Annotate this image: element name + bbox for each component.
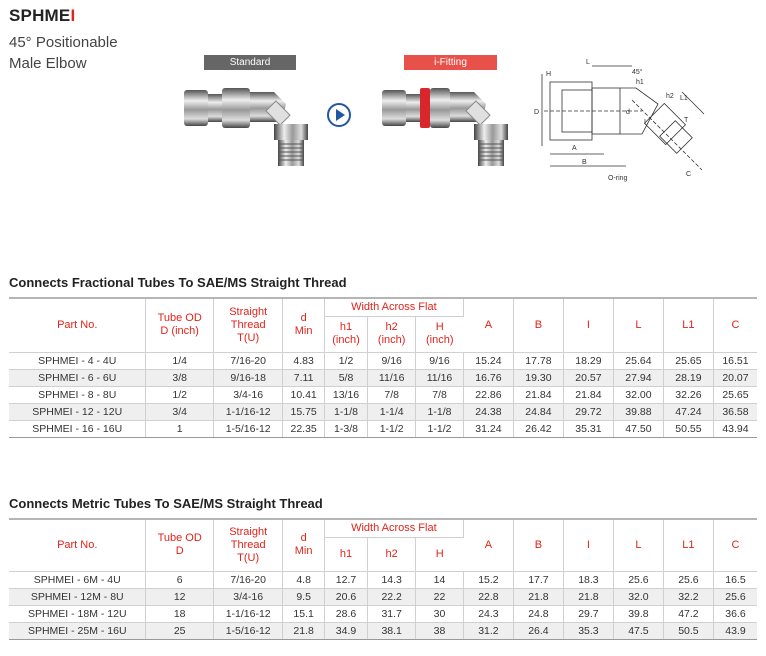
table1-title: Connects Fractional Tubes To SAE/MS Straight Thread: [9, 275, 347, 290]
table-cell: 28.6: [324, 605, 367, 622]
dim-L1: L1: [680, 95, 688, 102]
table-cell: 1-1/2: [368, 420, 416, 437]
table-cell: 9/16-18: [213, 369, 283, 386]
table-cell: 20.6: [324, 588, 367, 605]
table-cell: SPHMEI - 6 - 6U: [9, 369, 146, 386]
table-cell: 15.2: [463, 571, 513, 588]
hdr-B: B: [513, 519, 563, 571]
table-cell: 17.78: [513, 352, 563, 369]
dim-C: C: [686, 171, 692, 178]
table-cell: 36.6: [713, 605, 757, 622]
table-cell: SPHMEI - 25M - 16U: [9, 622, 146, 639]
table-cell: 4.83: [283, 352, 324, 369]
dim-H: H: [546, 71, 552, 78]
table-row: [9, 386, 757, 403]
dim-A: A: [572, 145, 577, 152]
dim-oring: O-ring: [608, 175, 628, 182]
table-cell: 22.2: [368, 588, 416, 605]
table-cell: 16.76: [463, 369, 513, 386]
dim-B: B: [582, 159, 587, 166]
table-cell: 50.55: [663, 420, 713, 437]
table-cell: 43.9: [713, 622, 757, 639]
table-cell: SPHMEI - 12M - 8U: [9, 588, 146, 605]
table-cell: 21.84: [513, 386, 563, 403]
table-cell: 38.1: [368, 622, 416, 639]
table-cell: 47.50: [613, 420, 663, 437]
table-cell: 1-5/16-12: [213, 420, 283, 437]
table-cell: 18: [146, 605, 213, 622]
hdr-tube-od: Tube OD D (inch): [146, 298, 213, 352]
hdr-part-no: Part No.: [9, 519, 146, 571]
table-cell: 29.72: [563, 403, 613, 420]
table-cell: 3/4-16: [213, 588, 283, 605]
table-cell: 1-1/8: [324, 403, 367, 420]
table-row: [9, 605, 757, 622]
metric-table: [9, 518, 757, 640]
table-cell: 39.8: [613, 605, 663, 622]
table-cell: 18.3: [563, 571, 613, 588]
table-cell: 32.0: [613, 588, 663, 605]
hdr-h2: h2 (inch): [368, 316, 416, 352]
table-cell: SPHMEI - 8 - 8U: [9, 386, 146, 403]
table-cell: SPHMEI - 18M - 12U: [9, 605, 146, 622]
table-cell: 30: [416, 605, 464, 622]
hdr-thread: Straight Thread T(U): [213, 519, 283, 571]
table-cell: 1-1/2: [416, 420, 464, 437]
table-cell: 47.24: [663, 403, 713, 420]
hdr-L: L: [613, 519, 663, 571]
table-cell: 25.64: [613, 352, 663, 369]
table-cell: 1: [146, 420, 213, 437]
table-cell: 7/16-20: [213, 352, 283, 369]
table-cell: 21.8: [283, 622, 324, 639]
table-cell: 25.6: [713, 588, 757, 605]
subtitle-line-2: Male Elbow: [9, 55, 87, 72]
table-cell: 28.19: [663, 369, 713, 386]
table-cell: 25.6: [613, 571, 663, 588]
table-cell: 25.65: [663, 352, 713, 369]
product-subtitle: [9, 32, 118, 74]
table-cell: 15.75: [283, 403, 324, 420]
table-cell: 50.5: [663, 622, 713, 639]
hdr-A: A: [463, 298, 513, 352]
table-cell: 39.88: [613, 403, 663, 420]
table-cell: 32.2: [663, 588, 713, 605]
table-cell: 1/2: [324, 352, 367, 369]
table-cell: 36.58: [713, 403, 757, 420]
fractional-table: [9, 297, 757, 438]
table-cell: 22.8: [463, 588, 513, 605]
table-cell: 18.29: [563, 352, 613, 369]
ifitting-image: [380, 78, 530, 168]
table-cell: SPHMEI - 6M - 4U: [9, 571, 146, 588]
hdr-L1: L1: [663, 298, 713, 352]
table-cell: 7/8: [416, 386, 464, 403]
dim-T: T: [684, 117, 689, 124]
table-cell: 3/4-16: [213, 386, 283, 403]
hdr-H: H: [416, 537, 464, 571]
hdr-d: d Min: [283, 519, 324, 571]
table-cell: 31.2: [463, 622, 513, 639]
table-cell: 15.1: [283, 605, 324, 622]
table-cell: 47.2: [663, 605, 713, 622]
hdr-thread: Straight Thread T(U): [213, 298, 283, 352]
dim-h1: h1: [636, 79, 644, 86]
table-cell: 1-3/8: [324, 420, 367, 437]
table-cell: 20.07: [713, 369, 757, 386]
table-cell: 31.24: [463, 420, 513, 437]
dim-d: d: [626, 109, 630, 116]
table-cell: 7/8: [368, 386, 416, 403]
hdr-I: I: [563, 519, 613, 571]
table-cell: 5/8: [324, 369, 367, 386]
table-cell: 24.8: [513, 605, 563, 622]
table-cell: SPHMEI - 16 - 16U: [9, 420, 146, 437]
table-cell: 16.51: [713, 352, 757, 369]
play-arrow-icon: [327, 103, 351, 127]
hdr-h2: h2: [368, 537, 416, 571]
table-cell: 1-1/8: [416, 403, 464, 420]
table-cell: 15.24: [463, 352, 513, 369]
hdr-h1: h1: [324, 537, 367, 571]
table-cell: 21.8: [563, 588, 613, 605]
table-cell: 22.86: [463, 386, 513, 403]
table-cell: 38: [416, 622, 464, 639]
dimension-diagram: [532, 54, 712, 184]
table-cell: 16.5: [713, 571, 757, 588]
table-cell: 1-1/16-12: [213, 605, 283, 622]
hdr-A: A: [463, 519, 513, 571]
title-suffix: I: [70, 6, 76, 25]
table-cell: 25.6: [663, 571, 713, 588]
table-cell: 6: [146, 571, 213, 588]
table-row: [9, 588, 757, 605]
table-cell: 21.8: [513, 588, 563, 605]
table-cell: 3/4: [146, 403, 213, 420]
table-cell: 34.9: [324, 622, 367, 639]
standard-fitting-image: [182, 78, 332, 168]
hdr-C: C: [713, 519, 757, 571]
table-cell: 31.7: [368, 605, 416, 622]
ifitting-label: i-Fitting: [404, 55, 497, 70]
table-cell: 1-5/16-12: [213, 622, 283, 639]
table-row: [9, 352, 757, 369]
table-cell: 14.3: [368, 571, 416, 588]
table-cell: 22: [416, 588, 464, 605]
table-cell: 24.38: [463, 403, 513, 420]
table-cell: 22.35: [283, 420, 324, 437]
table-cell: 35.31: [563, 420, 613, 437]
table-row: [9, 622, 757, 639]
table-cell: 19.30: [513, 369, 563, 386]
table-cell: 43.94: [713, 420, 757, 437]
table-cell: 11/16: [368, 369, 416, 386]
table-cell: 14: [416, 571, 464, 588]
table-cell: SPHMEI - 12 - 12U: [9, 403, 146, 420]
table-cell: 27.94: [613, 369, 663, 386]
dim-angle: 45°: [632, 69, 643, 76]
table-cell: 1-1/16-12: [213, 403, 283, 420]
table-cell: 24.3: [463, 605, 513, 622]
dim-D: D: [534, 109, 540, 116]
table-cell: 32.00: [613, 386, 663, 403]
table-row: [9, 420, 757, 437]
hdr-B: B: [513, 298, 563, 352]
table-cell: 47.5: [613, 622, 663, 639]
table-cell: 20.57: [563, 369, 613, 386]
table-cell: 13/16: [324, 386, 367, 403]
hdr-d: d Min: [283, 298, 324, 352]
table-cell: 7.11: [283, 369, 324, 386]
hdr-L: L: [613, 298, 663, 352]
table-cell: 12: [146, 588, 213, 605]
table2-title: Connects Metric Tubes To SAE/MS Straight Thread: [9, 496, 323, 511]
hdr-waf: Width Across Flat: [324, 298, 463, 316]
table-cell: 1-1/4: [368, 403, 416, 420]
table-cell: 11/16: [416, 369, 464, 386]
hdr-C: C: [713, 298, 757, 352]
table-cell: 1/2: [146, 386, 213, 403]
hdr-waf: Width Across Flat: [324, 519, 463, 537]
hdr-tube-od: Tube OD D: [146, 519, 213, 571]
subtitle-line-1: 45° Positionable: [9, 34, 118, 51]
hdr-h1: h1 (inch): [324, 316, 367, 352]
table-cell: 35.3: [563, 622, 613, 639]
table-cell: 1/4: [146, 352, 213, 369]
standard-label: Standard: [204, 55, 296, 70]
table-cell: 12.7: [324, 571, 367, 588]
hdr-part-no: Part No.: [9, 298, 146, 352]
table-cell: 24.84: [513, 403, 563, 420]
hdr-H: H (inch): [416, 316, 464, 352]
table-cell: 3/8: [146, 369, 213, 386]
table-cell: 9/16: [416, 352, 464, 369]
table-cell: 26.42: [513, 420, 563, 437]
dim-h2: h2: [666, 93, 674, 100]
product-title: SPHMEI: [9, 6, 76, 25]
table-cell: 25.65: [713, 386, 757, 403]
table-cell: 7/16-20: [213, 571, 283, 588]
table-cell: 29.7: [563, 605, 613, 622]
table-cell: 32.26: [663, 386, 713, 403]
table-cell: 9.5: [283, 588, 324, 605]
hdr-L1: L1: [663, 519, 713, 571]
table-cell: SPHMEI - 4 - 4U: [9, 352, 146, 369]
table-cell: 4.8: [283, 571, 324, 588]
table-cell: 21.84: [563, 386, 613, 403]
hdr-I: I: [563, 298, 613, 352]
table-cell: 25: [146, 622, 213, 639]
table-cell: 10.41: [283, 386, 324, 403]
table-row: [9, 369, 757, 386]
table-row: [9, 571, 757, 588]
dim-I: I: [644, 119, 646, 126]
table-cell: 26.4: [513, 622, 563, 639]
dim-L: L: [586, 59, 590, 66]
table-cell: 9/16: [368, 352, 416, 369]
table-row: [9, 403, 757, 420]
table-cell: 17.7: [513, 571, 563, 588]
